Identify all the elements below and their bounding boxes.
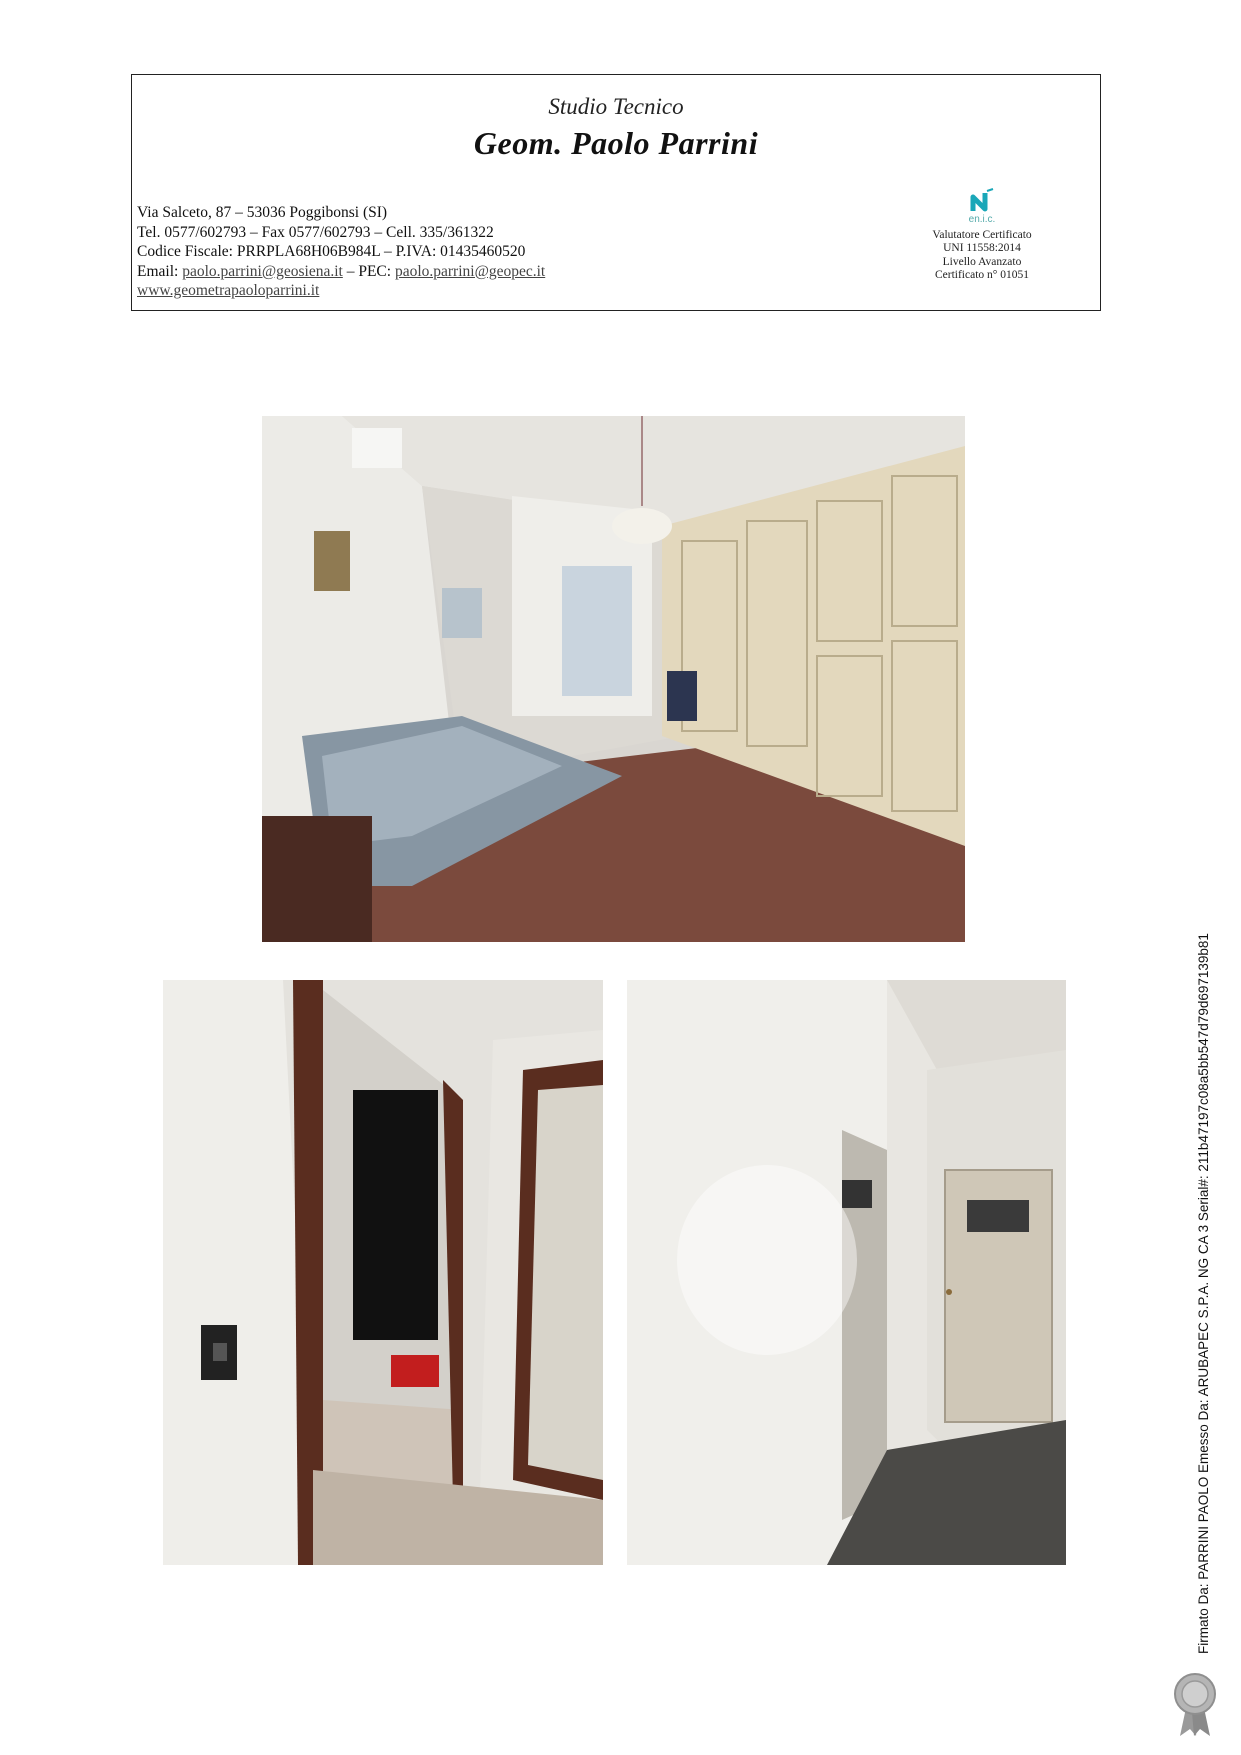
phone-numbers: Tel. 0577/602793 – Fax 0577/602793 – Cell. 335/361322	[137, 223, 494, 241]
letterhead	[131, 74, 1101, 311]
cert-line-2: UNI 11558:2014	[943, 242, 1021, 254]
cert-line-4: Certificato n° 01051	[934, 269, 1030, 281]
email-label: Email:	[137, 262, 183, 280]
hallway-left-photo	[163, 980, 603, 1565]
cert-line-3: Livello Avanzato	[942, 255, 1022, 268]
studio-label: Studio Tecnico	[548, 94, 684, 119]
pec-label: – PEC:	[342, 262, 395, 280]
bedroom-photo	[262, 416, 965, 942]
enic-logo-text: en.i.c.	[968, 214, 996, 225]
seal-icon	[1170, 1672, 1220, 1738]
certification-block	[922, 187, 1042, 283]
cert-line-1: Valutatore Certificato	[932, 228, 1032, 241]
enic-logo-icon	[965, 187, 999, 215]
tax-codes: Codice Fiscale: PRRPLA68H06B984L – P.IVA: 01435460520	[137, 243, 526, 260]
address: Via Salceto, 87 – 53036 Poggibonsi (SI)	[137, 204, 388, 221]
website-link[interactable]: www.geometrapaoloparrini.it	[137, 282, 320, 299]
studio-name: Geom. Paolo Parrini	[473, 125, 759, 161]
email-line	[137, 262, 545, 282]
digital-signature-text: Firmato Da: PARRINI PAOLO Emesso Da: ARUBAPEC S.P.A. NG CA 3 Serial#: 211b47197c08a5bb547d79d697139b81	[1196, 933, 1211, 1654]
email-link[interactable]: paolo.parrini@geosiena.it	[182, 262, 343, 280]
website-line	[137, 281, 545, 301]
hallway-right-photo	[627, 980, 1066, 1565]
pec-link[interactable]: paolo.parrini@geopec.it	[394, 262, 546, 280]
contact-block	[137, 203, 545, 301]
